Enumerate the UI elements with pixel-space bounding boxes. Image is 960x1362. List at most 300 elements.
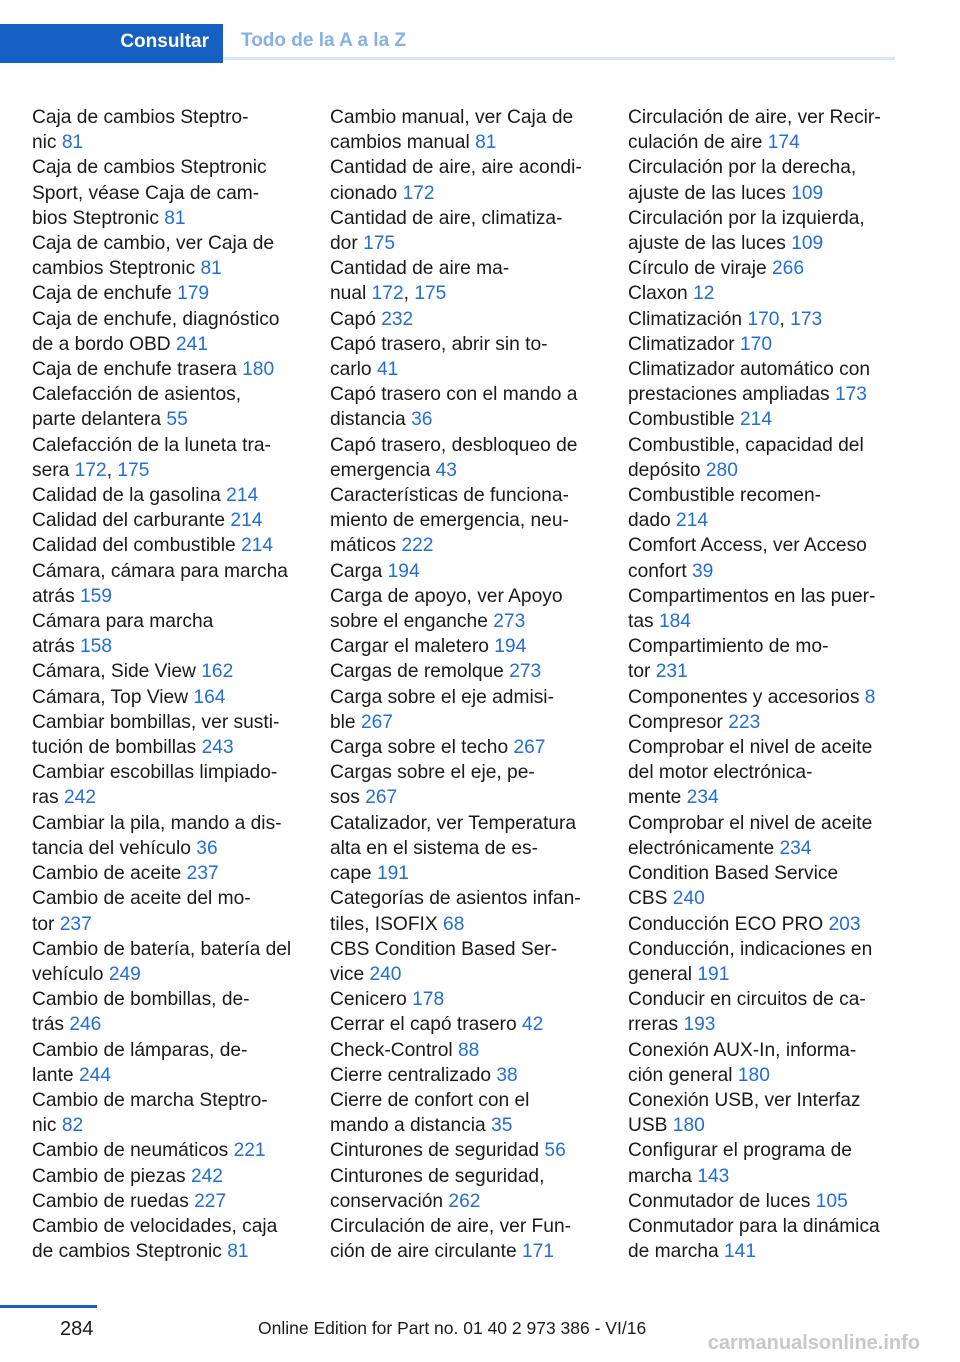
index-entry-text: Cambio manual, ver Caja de <box>330 107 574 128</box>
index-entry-text: Cierre de confort con el <box>330 1089 530 1111</box>
index-entry-text: Capó trasero con el mando a <box>330 384 578 406</box>
page-link[interactable]: 214 <box>230 510 263 532</box>
index-entry-line <box>330 659 602 684</box>
page-link[interactable]: 180 <box>242 359 275 381</box>
index-entry <box>32 231 304 281</box>
index-entry-text: Calidad del combustible <box>32 535 236 557</box>
page-link[interactable]: 227 <box>194 1190 227 1212</box>
index-entry-line <box>330 1088 602 1113</box>
index-entry <box>628 861 904 911</box>
index-entry-text: Conducción ECO PRO <box>628 913 824 935</box>
page-link[interactable]: 191 <box>376 863 409 885</box>
page-link[interactable]: 173 <box>834 384 867 406</box>
index-entry-line <box>32 433 304 458</box>
index-entry-line <box>628 508 904 533</box>
page-link[interactable]: 223 <box>728 711 761 733</box>
index-entry <box>330 382 602 432</box>
index-entry <box>32 433 304 483</box>
page-link[interactable]: 172 <box>74 459 107 481</box>
index-entry-text: Cámara, cámara para marcha <box>32 560 288 582</box>
index-entry-line <box>32 559 304 584</box>
header-bar <box>0 24 895 62</box>
page-link[interactable]: 175 <box>363 233 396 255</box>
index-entry-text: Cenicero <box>330 989 407 1011</box>
index-entry-line <box>330 155 602 180</box>
index-entry-line <box>32 760 304 785</box>
page-link[interactable]: 267 <box>513 737 546 759</box>
index-entry-line <box>330 861 602 886</box>
page-link[interactable]: 280 <box>705 459 738 481</box>
index-entry-text: Cantidad de aire, climatiza- <box>330 207 563 229</box>
index-entry-line <box>330 937 602 962</box>
index-entry <box>32 886 304 936</box>
page-link[interactable]: 141 <box>724 1241 757 1263</box>
index-entry-line <box>32 181 304 206</box>
index-entry-line <box>330 609 602 634</box>
index-entry-line <box>628 1113 904 1138</box>
page-link[interactable]: 172 <box>371 283 404 305</box>
index-entry-text: Calidad de la gasolina <box>32 485 221 507</box>
index-entry-text: cambios Steptronic <box>32 258 196 280</box>
index-entry-text: alta en el sistema de es- <box>330 837 538 859</box>
index-entry-line <box>628 105 904 130</box>
page-link[interactable]: 162 <box>201 661 234 683</box>
index-entry-text: Caja de enchufe trasera <box>32 359 237 381</box>
index-entry-text: bios Steptronic <box>32 207 159 229</box>
page-link[interactable]: 172 <box>402 182 435 204</box>
index-entry-line <box>628 1012 904 1037</box>
index-entry-text: Climatizador automático con <box>628 359 871 381</box>
index-entry-line <box>628 1088 904 1113</box>
page-link[interactable]: 240 <box>369 963 402 985</box>
index-entry-text: ble <box>330 711 356 733</box>
index-entry-text: Cambio de batería, batería del <box>32 938 292 960</box>
index-entry <box>32 1189 304 1214</box>
index-entry-text: Cambiar la pila, mando a dis- <box>32 812 282 834</box>
page-link[interactable]: 81 <box>475 132 497 154</box>
index-entry-line <box>330 458 602 483</box>
page-link[interactable]: 244 <box>78 1064 111 1086</box>
page-link[interactable]: 214 <box>226 485 259 507</box>
index-entry <box>628 1189 904 1214</box>
index-entry <box>32 861 304 886</box>
index-entry-line <box>628 407 904 432</box>
index-entry-line <box>330 710 602 735</box>
index-entry-line <box>32 659 304 684</box>
index-entry <box>330 811 602 887</box>
index-entry-text: ajuste de las luces <box>628 233 786 255</box>
index-entry-line <box>32 937 304 962</box>
index-entry-line <box>330 407 602 432</box>
index-entry-line <box>330 634 602 659</box>
index-entry-line <box>628 458 904 483</box>
index-entry-text: tor <box>32 913 55 935</box>
index-entry-line <box>628 1189 904 1214</box>
page-link[interactable]: 193 <box>683 1014 716 1036</box>
index-entry-line <box>330 533 602 558</box>
page-link[interactable]: 164 <box>193 686 226 708</box>
index-entry-text: Cargas de remolque <box>330 661 504 683</box>
index-entry-line <box>628 382 904 407</box>
index-entry-line <box>330 912 602 937</box>
page-link[interactable]: 180 <box>737 1064 770 1086</box>
page-link[interactable]: 109 <box>791 233 824 255</box>
page-link[interactable]: 88 <box>457 1039 480 1061</box>
page-number: 284 <box>60 1318 94 1340</box>
index-entry-line <box>32 1038 304 1063</box>
index-entry <box>330 735 602 760</box>
page-link[interactable]: 41 <box>376 359 399 381</box>
page-link[interactable]: 194 <box>494 636 527 658</box>
index-entry <box>628 735 904 811</box>
index-entry-line <box>628 634 904 659</box>
index-entry <box>330 256 602 306</box>
index-entry-line <box>330 1038 602 1063</box>
index-entry-text: parte delantera <box>32 409 162 431</box>
index-entry-text: Compartimentos en las puer- <box>628 585 876 607</box>
index-entry-text: Comprobar el nivel de aceite <box>628 737 873 759</box>
index-entry-line <box>628 584 904 609</box>
index-entry-text: Circulación por la izquierda, <box>628 207 865 229</box>
index-entry <box>330 559 602 584</box>
index-entry-line <box>32 1239 304 1264</box>
index-entry-text: cionado <box>330 182 398 204</box>
page-link[interactable]: 203 <box>828 913 861 935</box>
index-entry-line <box>32 685 304 710</box>
page-link[interactable]: 242 <box>64 787 97 809</box>
index-entry-line <box>32 735 304 760</box>
index-entry-text: de a bordo OBD <box>32 333 171 355</box>
page-link[interactable]: 267 <box>365 787 398 809</box>
index-entry-line <box>330 508 602 533</box>
index-entry-text: de marcha <box>628 1241 719 1263</box>
index-entry-line <box>32 1063 304 1088</box>
page-link[interactable]: 246 <box>69 1014 102 1036</box>
index-entry-text: confort <box>628 560 687 582</box>
index-entry <box>330 634 602 659</box>
page-link[interactable]: 237 <box>59 913 92 935</box>
index-entry-text: de cambios Steptronic <box>32 1241 222 1263</box>
index-entry-text: ras <box>32 787 59 809</box>
index-entry <box>628 407 904 432</box>
page-link[interactable]: 249 <box>108 963 141 985</box>
page-link[interactable]: 231 <box>655 661 688 683</box>
index-entry <box>628 256 904 281</box>
page-link[interactable]: 273 <box>509 661 542 683</box>
index-entry <box>32 281 304 306</box>
page-link[interactable]: 158 <box>80 636 113 658</box>
index-entry-text: carlo <box>330 359 372 381</box>
page-link[interactable]: 81 <box>61 132 84 154</box>
index-entry-text: Cámara, Side View <box>32 661 196 683</box>
page-link[interactable]: 179 <box>177 283 210 305</box>
index-entry-line <box>330 483 602 508</box>
index-entry-line <box>32 811 304 836</box>
index-entry-text: Check-Control <box>330 1039 453 1061</box>
index-entry-line <box>32 1164 304 1189</box>
page-link[interactable]: 175 <box>117 459 150 481</box>
page-link[interactable]: 170 <box>739 333 772 355</box>
index-entry <box>628 332 904 357</box>
index-entry-line <box>32 1138 304 1163</box>
index-entry <box>32 685 304 710</box>
index-entry-line <box>330 382 602 407</box>
index-entry-line <box>32 307 304 332</box>
index-entry-line <box>330 1063 602 1088</box>
page-link[interactable]: 159 <box>80 585 113 607</box>
index-entry-text: Carga de apoyo, ver Apoyo <box>330 585 563 607</box>
index-entry-text: Conmutador de luces <box>628 1190 811 1212</box>
page-link[interactable]: 35 <box>491 1115 513 1137</box>
page-link[interactable]: 170 <box>747 308 780 330</box>
index-entry-line <box>330 1113 602 1138</box>
index-entry <box>330 1164 602 1214</box>
index-entry-line <box>628 836 904 861</box>
index-entry-text: Categorías de asientos infan- <box>330 888 581 910</box>
index-entry-line <box>32 231 304 256</box>
page-link[interactable]: 173 <box>790 308 823 330</box>
index-entry-text: tución de bombillas <box>32 737 197 759</box>
index-entry <box>628 1214 904 1264</box>
index-entry <box>32 710 304 760</box>
page-link[interactable]: 81 <box>164 207 186 229</box>
index-entry-text: Componentes y accesorios <box>628 686 860 708</box>
index-entry <box>628 1038 904 1088</box>
tab-todo-a-z[interactable]: Todo de la A a la Z <box>223 24 895 60</box>
index-entry-line: Climatización 170, 173 <box>628 308 823 330</box>
index-entry-text: sobre el enganche <box>330 611 488 633</box>
page-link[interactable]: 262 <box>448 1190 481 1212</box>
index-entry-line <box>32 987 304 1012</box>
page-link[interactable]: 178 <box>412 989 445 1011</box>
index-entry-line <box>330 1012 602 1037</box>
index-entry-line <box>32 281 304 306</box>
page-link[interactable]: 234 <box>779 837 812 859</box>
index-entry-text: Conexión AUX-In, informa- <box>628 1039 857 1061</box>
page-link[interactable]: 194 <box>387 560 420 582</box>
index-entry-text: lante <box>32 1064 74 1086</box>
index-entry-text: conservación <box>330 1190 444 1212</box>
index-entry-text: Cinturones de seguridad, <box>330 1165 545 1187</box>
index-entry-line <box>32 130 304 155</box>
index-entry-text: prestaciones ampliadas <box>628 384 830 406</box>
index-entry-line <box>628 886 904 911</box>
page-link[interactable]: 266 <box>771 258 804 280</box>
index-entry <box>628 811 904 861</box>
index-entry-line: sera 172, 175 <box>32 459 150 481</box>
index-entry-text: Calefacción de asientos, <box>32 384 242 406</box>
index-entry <box>628 281 904 306</box>
index-entry-line <box>32 105 304 130</box>
index-entry-line <box>330 332 602 357</box>
index-entry <box>32 811 304 861</box>
page-link[interactable]: 184 <box>658 611 691 633</box>
index-entry-text: Caja de cambios Steptro- <box>32 107 249 128</box>
index-entry-text: mente <box>628 787 682 809</box>
page-link[interactable]: 8 <box>864 686 876 708</box>
index-entry-text: Cámara, Top View <box>32 686 189 708</box>
page-link[interactable]: 43 <box>435 459 457 481</box>
page-link[interactable]: 38 <box>496 1064 518 1086</box>
page-link[interactable]: 42 <box>521 1014 544 1036</box>
index-entry-text: Condition Based Service <box>628 863 839 885</box>
index-entry-text: Claxon <box>628 283 688 305</box>
index-entry-line <box>330 1189 602 1214</box>
index-entry-line <box>32 584 304 609</box>
page-link[interactable]: 36 <box>196 837 218 859</box>
index-entry-line <box>628 785 904 810</box>
index-entry-text: dor <box>330 233 358 255</box>
page-link[interactable]: 237 <box>186 863 219 885</box>
index-entry-line <box>628 533 904 558</box>
tab-consultar[interactable]: Consultar <box>0 24 223 60</box>
index-entry-text: emergencia <box>330 459 431 481</box>
index-entry <box>330 937 602 987</box>
index-entry-text: Sport, véase Caja de cam- <box>32 182 260 204</box>
page-link[interactable]: 81 <box>200 258 222 280</box>
page-link[interactable]: 36 <box>411 409 433 431</box>
watermark: carmanualsonline.info <box>707 1332 920 1354</box>
page-link[interactable]: 232 <box>381 308 414 330</box>
index-entry-text: Conexión USB, ver Interfaz <box>628 1089 861 1111</box>
index-entry-text: nic <box>32 132 57 154</box>
index-entry-text: ción general <box>628 1064 733 1086</box>
index-entry-text: cambios manual <box>330 132 470 154</box>
index-entry-text: ción de aire circulante <box>330 1241 517 1263</box>
index-entry-line <box>330 206 602 231</box>
index-entry-text: atrás <box>32 585 75 607</box>
page-link[interactable]: 214 <box>740 409 773 431</box>
page-link[interactable]: 267 <box>360 711 393 733</box>
index-entry-line <box>32 206 304 231</box>
page-link[interactable]: 242 <box>190 1165 223 1187</box>
index-entry <box>628 155 904 205</box>
index-entry-text: marcha <box>628 1165 692 1187</box>
index-entry <box>330 685 602 735</box>
index-entry-line <box>628 609 904 634</box>
page-link[interactable]: 171 <box>522 1241 555 1263</box>
index-entry-line <box>330 307 602 332</box>
index-entry-line <box>330 811 602 836</box>
index-entry-line <box>628 760 904 785</box>
index-entry-text: Círculo de viraje <box>628 258 767 280</box>
index-entry-text: Cantidad de aire, aire acondi- <box>330 157 582 179</box>
index-entry <box>330 155 602 205</box>
page-link[interactable]: 240 <box>672 888 705 910</box>
index-entry-text: Cambio de aceite del mo- <box>32 888 251 910</box>
index-column-3 <box>628 105 904 1264</box>
index-entry-line <box>628 256 904 281</box>
index-entry-line <box>330 962 602 987</box>
index-entry-line <box>628 281 904 306</box>
index-entry-text: Carga sobre el eje admisi- <box>330 686 554 708</box>
index-entry-text: culación de aire <box>628 132 763 154</box>
index-entry-text: vice <box>330 963 365 985</box>
page-link[interactable]: 105 <box>815 1190 848 1212</box>
page-link[interactable]: 241 <box>176 333 209 355</box>
page-link[interactable]: 174 <box>767 132 800 154</box>
page-link[interactable]: 68 <box>443 913 465 935</box>
index-entry-line <box>330 1239 602 1264</box>
index-entry-text: Cargar el maletero <box>330 636 489 658</box>
index-entry-text: Compresor <box>628 711 723 733</box>
index-entry-line <box>628 710 904 735</box>
index-entry-text: Catalizador, ver Temperatura <box>330 812 577 834</box>
index-entry <box>628 433 904 483</box>
page-link[interactable]: 143 <box>697 1165 730 1187</box>
index-entry-text: Combustible recomen- <box>628 485 822 507</box>
index-entry-line <box>628 130 904 155</box>
index-entry-text: USB <box>628 1115 668 1137</box>
index-entry <box>32 483 304 508</box>
index-entry <box>628 710 904 735</box>
index-entry-text: Calefacción de la luneta tra- <box>32 434 271 456</box>
page-link[interactable]: 273 <box>493 611 526 633</box>
index-entry-text: Caja de enchufe <box>32 283 172 305</box>
page-link[interactable]: 222 <box>401 535 434 557</box>
page-link[interactable]: 82 <box>61 1115 84 1137</box>
page-link[interactable]: 234 <box>686 787 719 809</box>
index-entry <box>32 105 304 155</box>
index-entry-line <box>32 1012 304 1037</box>
page-link[interactable]: 191 <box>697 963 730 985</box>
index-entry-text: CBS <box>628 888 668 910</box>
index-entry-text: tancia del vehículo <box>32 837 191 859</box>
index-entry-line <box>32 609 304 634</box>
index-entry <box>330 886 602 936</box>
index-entry-line <box>32 836 304 861</box>
header-accent-line <box>0 60 223 63</box>
page-link[interactable]: 56 <box>544 1140 566 1162</box>
page-link[interactable]: 214 <box>241 535 274 557</box>
index-entry-text: Configurar el programa de <box>628 1140 852 1162</box>
page-link[interactable]: 175 <box>414 283 447 305</box>
page-link[interactable]: 55 <box>166 409 188 431</box>
index-entry-text: trás <box>32 1014 64 1036</box>
index-entry-text: Comprobar el nivel de aceite <box>628 812 873 834</box>
index-entry-line <box>330 130 602 155</box>
index-entry-text: Capó trasero, desbloqueo de <box>330 434 578 456</box>
page-link[interactable]: 180 <box>672 1115 705 1137</box>
page-link[interactable]: 243 <box>201 737 234 759</box>
index-entry-line <box>628 1063 904 1088</box>
index-entry-line <box>628 861 904 886</box>
index-entry <box>32 987 304 1037</box>
index-entry-text: miento de emergencia, neu- <box>330 510 569 532</box>
index-entry-line <box>330 836 602 861</box>
page-link[interactable]: 221 <box>233 1140 266 1162</box>
index-entry-text: Climatización <box>628 308 743 330</box>
index-entry-line <box>32 382 304 407</box>
index-entry-text: Conmutador para la dinámica <box>628 1215 880 1237</box>
index-entry <box>330 1063 602 1088</box>
page-link[interactable]: 39 <box>692 560 714 582</box>
index-entry-line <box>628 206 904 231</box>
page-link[interactable]: 214 <box>676 510 709 532</box>
index-entry-line <box>32 886 304 911</box>
index-entry-line <box>628 987 904 1012</box>
page-link[interactable]: 109 <box>791 182 824 204</box>
index-entry-line <box>628 937 904 962</box>
page-link[interactable]: 12 <box>693 283 715 305</box>
edition-label: Online Edition for Part no. 01 40 2 973 386 - VI/16 <box>258 1318 647 1338</box>
index-entry-text: Cantidad de aire ma- <box>330 258 510 280</box>
index-entry-line <box>628 231 904 256</box>
index-entry-line <box>628 1164 904 1189</box>
index-entry-line <box>32 1088 304 1113</box>
page-link[interactable]: 81 <box>227 1241 249 1263</box>
index-entry-text: Caja de enchufe, diagnóstico <box>32 308 280 330</box>
